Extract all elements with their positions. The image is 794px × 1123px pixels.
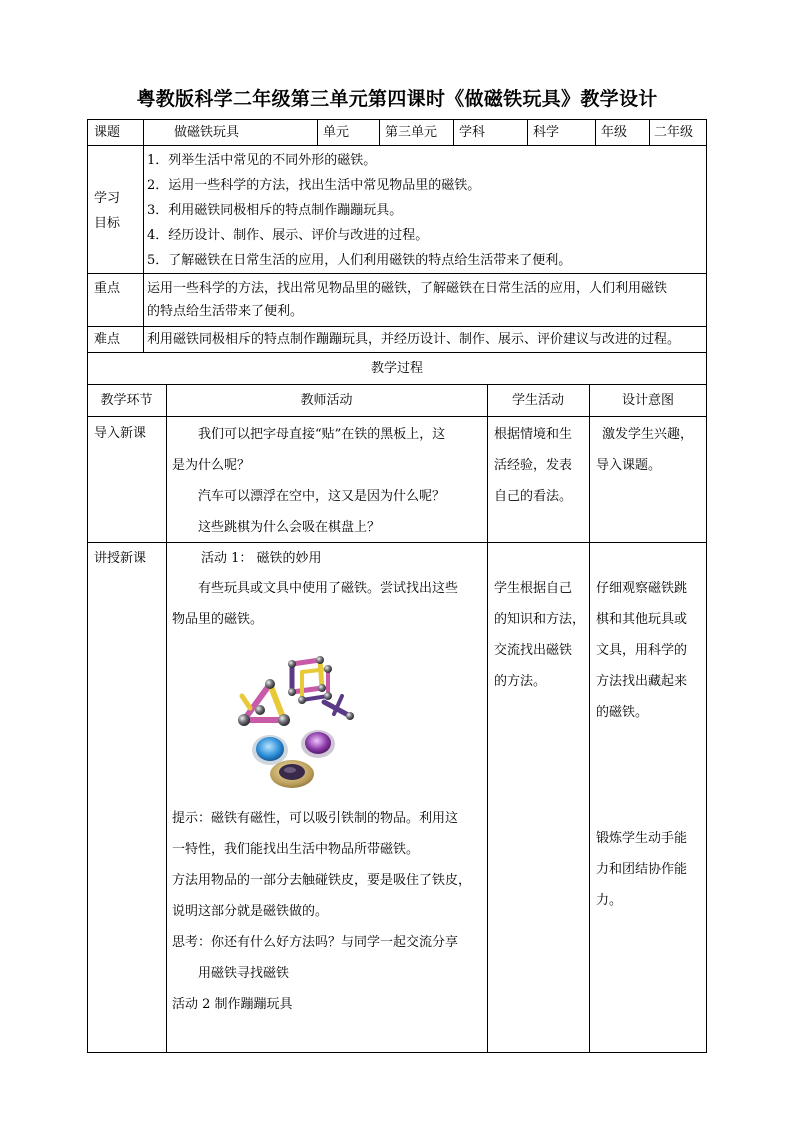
lesson-student-line2: 的知识和方法， — [494, 612, 586, 627]
unit-value: 第三单元 — [385, 125, 438, 140]
row-divider — [87, 326, 707, 327]
activity1-title: 活动 1： 磁铁的妙用 — [201, 551, 322, 566]
intro-student — [494, 419, 586, 512]
lesson-intent2 — [596, 823, 704, 916]
difficulty-label: 难点 — [94, 332, 121, 347]
intro-teacher — [172, 419, 484, 543]
intro-teacher-line3: 汽车可以漂浮在空中，这又是因为什么呢？ — [198, 489, 446, 504]
key-point-line1: 运用一些科学的方法，找出常见物品里的磁铁，了解磁铁在日常生活的应用，人们利用磁铁 — [147, 281, 668, 296]
col-divider — [649, 119, 650, 145]
key-point-line2: 的特点给生活带来了便利。 — [147, 304, 304, 319]
magnet-disc-gold — [270, 760, 314, 788]
lesson-intent1-line2: 棋和其他玩具或 — [596, 612, 688, 627]
document-title: 粤教版科学二年级第三单元第四课时《做磁铁玩具》教学设计 — [136, 88, 658, 110]
activity2-title: 活动 2 制作蹦蹦玩具 — [172, 997, 293, 1012]
objective-item-1: 1．列举生活中常见的不同外形的磁铁。 — [147, 153, 377, 168]
lesson-para1-line1: 有些玩具或文具中使用了磁铁。尝试找出这些 — [198, 581, 459, 596]
lesson-intent1-line5: 的磁铁。 — [596, 705, 649, 720]
lesson-intent1-line4: 方法找出藏起来 — [596, 674, 688, 689]
lesson-intent1 — [596, 573, 704, 728]
intro-student-line3: 自己的看法。 — [494, 489, 573, 504]
lesson-student-line3: 交流找出磁铁 — [494, 643, 573, 658]
lesson-intent2-line3: 力。 — [596, 893, 623, 908]
lesson-think-line2: 用磁铁寻找磁铁 — [198, 966, 290, 981]
col-header-student: 学生活动 — [511, 393, 564, 408]
col-header-intent: 设计意图 — [621, 393, 674, 408]
lesson-intent1-line3: 文具，用科学的 — [596, 643, 688, 658]
col-divider — [143, 119, 144, 353]
lesson-intent2-line2: 力和团结协作能 — [596, 862, 688, 877]
col-divider — [595, 119, 596, 145]
intro-intent-line1: 激发学生兴趣， — [602, 427, 694, 442]
intro-student-line2: 活经验，发表 — [494, 458, 573, 473]
intro-stage: 导入新课 — [94, 426, 147, 441]
lesson-method-line1: 方法用物品的一部分去触碰铁皮，要是吸住了铁皮， — [172, 873, 472, 888]
lesson-stage: 讲授新课 — [94, 551, 147, 566]
objective-item-2: 2．运用一些科学的方法，找出生活中常见物品里的磁铁。 — [147, 178, 481, 193]
objective-item-4: 4．经历设计、制作、展示、评价与改进的过程。 — [147, 228, 429, 243]
lesson-student-line1: 学生根据自己 — [494, 581, 573, 596]
process-title: 教学过程 — [370, 361, 423, 376]
col-header-stage: 教学环节 — [100, 393, 153, 408]
magnet-cube — [288, 656, 332, 704]
col-divider — [453, 119, 454, 145]
lesson-hint-line2: 一特性，我们能找出生活中物品所带磁铁。 — [172, 842, 420, 857]
magnet-disc-blue — [252, 735, 288, 765]
lesson-student — [494, 573, 586, 697]
difficulty-text: 利用磁铁同极相斥的特点制作蹦蹦玩具，并经历设计、制作、展示、评价建议与改进的过程。 — [147, 332, 681, 347]
lesson-think-line1: 思考：你还有什么好方法吗？与同学一起交流分享 — [172, 935, 459, 950]
row-divider — [87, 416, 707, 417]
lesson-hint — [172, 803, 484, 1020]
lesson-para1 — [172, 573, 484, 635]
lesson-method-line2: 说明这部分就是磁铁做的。 — [172, 904, 329, 919]
key-point-label: 重点 — [94, 281, 121, 296]
intro-student-line1: 根据情境和生 — [494, 427, 573, 442]
col-divider — [379, 119, 380, 145]
objectives-label-line1: 学习 — [94, 191, 121, 206]
objective-item-3: 3．利用磁铁同极相斥的特点制作蹦蹦玩具。 — [147, 203, 403, 218]
col-divider — [589, 384, 590, 1053]
subject-value: 科学 — [533, 125, 560, 140]
grade-label: 年级 — [601, 125, 628, 140]
subject-label: 学科 — [459, 125, 486, 140]
lesson-intent2-line1: 锻炼学生动手能 — [596, 831, 688, 846]
col-divider — [317, 119, 318, 145]
magnet-triangle — [238, 679, 290, 726]
row-divider — [87, 145, 707, 146]
unit-label: 单元 — [323, 125, 350, 140]
magnet-disc-violet — [301, 730, 335, 758]
lesson-student-line4: 的方法。 — [494, 674, 547, 689]
intro-intent-line2: 导入课题。 — [596, 458, 662, 473]
topic-label: 课题 — [94, 125, 121, 140]
objectives-label-line2: 目标 — [94, 216, 121, 231]
row-divider — [87, 273, 707, 274]
intro-teacher-line4: 这些跳棋为什么会吸在棋盘上？ — [198, 520, 381, 535]
topic-value: 做磁铁玩具 — [174, 125, 240, 140]
col-divider — [166, 384, 167, 1053]
col-divider — [487, 384, 488, 1053]
objective-item-5: 5．了解磁铁在日常生活的应用，人们利用磁铁的特点给生活带来了便利。 — [147, 253, 572, 268]
row-divider — [87, 384, 707, 385]
grade-value: 二年级 — [654, 125, 694, 140]
intro-teacher-line1: 我们可以把字母直接“贴”在铁的黑板上，这 — [198, 427, 446, 442]
intro-teacher-line2: 是为什么呢？ — [172, 458, 251, 473]
lesson-hint-line1: 提示：磁铁有磁性，可以吸引铁制的物品。利用这 — [172, 811, 459, 826]
col-header-teacher: 教师活动 — [300, 393, 353, 408]
intro-intent — [596, 419, 704, 481]
lesson-para1-line2: 物品里的磁铁。 — [172, 612, 264, 627]
col-divider — [527, 119, 528, 145]
magnet-toys-illustration — [222, 650, 382, 795]
lesson-intent1-line1: 仔细观察磁铁跳 — [596, 581, 688, 596]
